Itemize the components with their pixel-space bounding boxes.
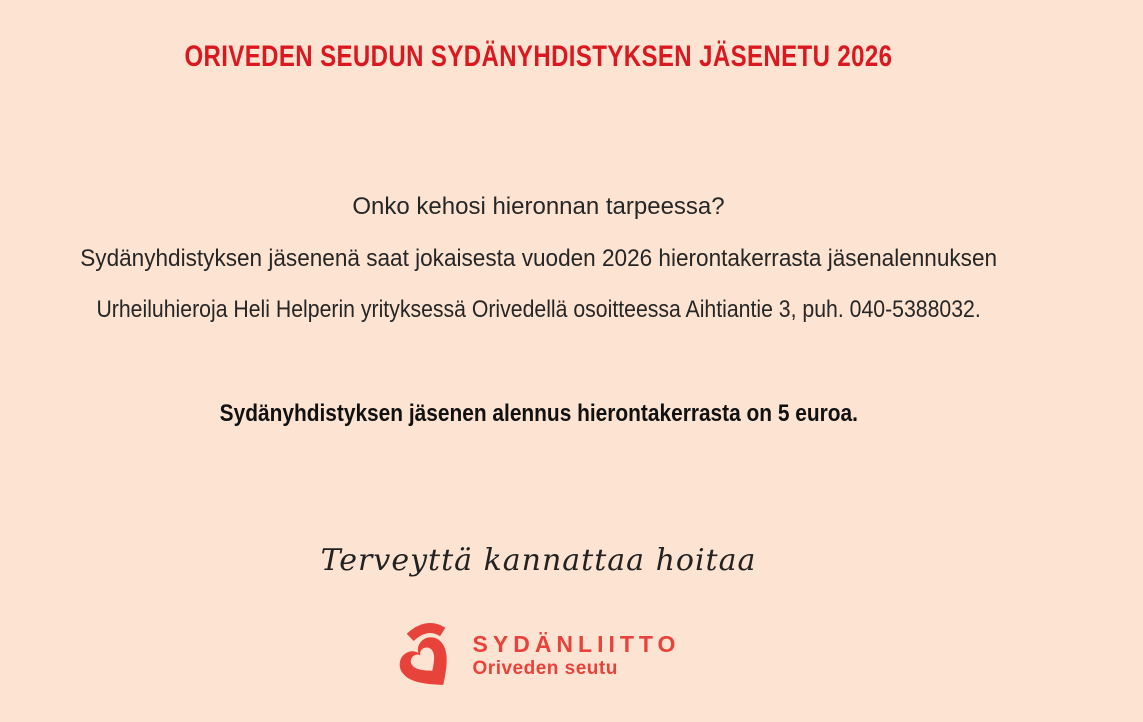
handwritten-tagline: Terveyttä kannattaa hoitaa — [320, 543, 757, 578]
logo-text — [473, 631, 681, 680]
page-title: ORIVEDEN SEUDUN SYDÄNYHDISTYKSEN JÄSENETU 2026 — [184, 40, 893, 73]
intro-membership-row — [0, 245, 1077, 273]
intro-provider-line: Urheiluhieroja Heli Helperin yrityksessä Orivedellä osoitteessa Aihtiantie 3, puh. 040-5388032. — [96, 296, 981, 323]
logo-region: Oriveden seutu — [472, 657, 618, 679]
discount-highlight-row — [0, 400, 1077, 428]
flyer-title-row — [0, 40, 1077, 74]
logo-block — [0, 617, 1077, 695]
intro-membership-line: Sydänyhdistyksen jäsenenä saat jokaisesta vuoden 2026 hierontakerrasta jäsenalennuksen — [80, 245, 997, 272]
tagline-row — [0, 543, 1077, 578]
sydanliitto-heart-icon — [397, 617, 459, 695]
discount-highlight: Sydänyhdistyksen jäsenen alennus hierontakerrasta on 5 euroa. — [219, 400, 858, 427]
intro-question: Onko kehosi hieronnan tarpeessa? — [352, 193, 725, 220]
intro-provider-row — [0, 296, 1077, 324]
intro-question-row — [0, 193, 1077, 221]
logo-org-name: SYDÄNLIITTO — [472, 631, 681, 658]
